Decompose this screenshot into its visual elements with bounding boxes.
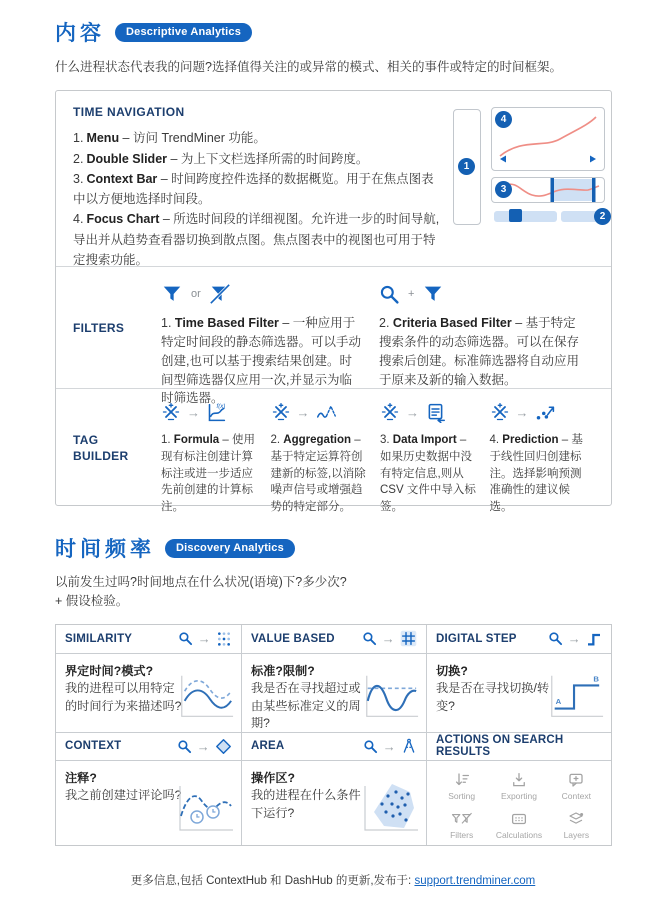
footer-text: 更多信息,包括 ContextHub 和 DashHub 的更新,发布于: [130, 875, 415, 887]
list-item [73, 169, 445, 210]
pan-right-icon [590, 156, 596, 163]
arrow-icon: → [196, 738, 210, 754]
time-navigation-heading: TIME NAVIGATION [73, 105, 185, 120]
value-based-hash-icon [400, 630, 417, 647]
item-number: 4. [73, 212, 84, 227]
item-number: 2. [270, 434, 281, 447]
layers-icon [567, 810, 585, 828]
arrow-icon: → [382, 738, 396, 754]
criteria-filter-icon [422, 283, 444, 305]
item-number: 4. [489, 434, 500, 447]
list-item [73, 209, 445, 270]
filter-icons [161, 279, 363, 309]
action-filters [433, 810, 490, 840]
action-label: Layers [563, 829, 590, 840]
aggregation-description [271, 432, 369, 515]
double-slider-illustration [491, 209, 605, 224]
sorting-icon [453, 771, 471, 789]
area-compass-icon [401, 738, 417, 754]
section2-intro [55, 573, 612, 611]
list-item [73, 149, 445, 169]
item-text: – 访问 TrendMiner 功能。 [119, 131, 266, 146]
item-text: – 基于线性回归创建标注。选择影响预测准确性的建议候选。 [489, 434, 583, 514]
exporting-icon [510, 771, 528, 789]
item-text: – 使用现有标注创建计算标注或进一步适应先前创建的计算标注。 [161, 434, 255, 514]
item-number: 2. [73, 151, 84, 166]
cell-question: 界定时间?模式? [65, 663, 154, 678]
item-term: Data Import [392, 434, 457, 447]
label-line: BUILDER [73, 449, 129, 464]
area-chart [358, 778, 420, 838]
item-term: Aggregation [283, 434, 352, 447]
section1-header [55, 17, 612, 47]
tag-builder-icon [161, 402, 181, 422]
criteria-filter-description [379, 314, 581, 389]
cell-text: 我的进程在什么条件下运行? [251, 787, 361, 820]
badge-context-bar: 3 [495, 181, 512, 198]
section1-title: 内容 [55, 22, 105, 45]
svg-text:f(x): f(x) [216, 403, 226, 410]
value-based-header [241, 625, 426, 653]
action-label: Sorting [448, 790, 476, 801]
cell-text: 我是否在寻找切换/转变? [436, 680, 550, 713]
item-term: Focus Chart [86, 212, 160, 227]
item-number: 1. [73, 131, 84, 146]
cell-question: 注释? [65, 770, 97, 785]
prediction-icon [535, 402, 556, 423]
cell-text: 我的进程可以用特定的时间行为来描述吗? [65, 680, 182, 713]
item-text: – 为上下文栏选择所需的时间跨度。 [167, 151, 369, 166]
cell-question: 切换? [436, 663, 468, 678]
item-number: 2. [379, 316, 390, 331]
filters-icon [451, 810, 473, 828]
arrow-icon: → [197, 631, 211, 647]
item-text: – 时间跨度控件选择的数据概览。用于在焦点图表中以方便地选择时间段。 [73, 171, 434, 207]
item-text: – 基于特定运算符创建新的标签,以消除噪声信号或增强趋势的特定部分。 [270, 434, 366, 514]
context-chart [173, 778, 235, 838]
aggregation-column [270, 399, 381, 514]
actions-header [426, 732, 611, 760]
header-label: ACTIONS ON SEARCH RESULTS [436, 734, 564, 759]
support-link[interactable]: support.trendminer.com [414, 875, 536, 887]
similarity-cell [56, 653, 241, 732]
filters-label: FILTERS [73, 321, 125, 336]
actions-cell [426, 760, 611, 845]
digital-step-header [426, 625, 611, 653]
descriptive-analytics-badge: Descriptive Analytics [115, 23, 252, 42]
descriptive-panel [55, 90, 612, 514]
tag-builder-icon [380, 402, 400, 422]
header-label: VALUE BASED [251, 632, 335, 645]
similarity-header [56, 625, 241, 653]
tag-builder-label [73, 399, 161, 497]
item-number: 3. [380, 434, 390, 447]
action-layers [548, 810, 605, 840]
formula-description [161, 432, 259, 515]
search-icon [362, 631, 377, 646]
action-calculations [490, 810, 547, 840]
value-based-cell [241, 653, 426, 732]
context-bubble-icon [567, 771, 585, 789]
arrow-icon: → [187, 404, 200, 420]
time-navigation-text [73, 103, 445, 267]
intro-line: 以前发生过吗?时间地点在什么状况(语境)下?多少次? [55, 575, 347, 590]
similarity-dots-icon [216, 631, 232, 647]
filter-icons [379, 279, 581, 309]
slider-track-left [494, 211, 557, 222]
item-number: 1. [161, 434, 171, 447]
slider-knob [509, 209, 522, 222]
action-exporting [490, 771, 547, 801]
item-text: – 所选时间段的详细视图。允许进一步的时间导航,导出并从趋势查看器切换到散点图。焦点图表中的视图也可用于特定搜索功能。 [73, 212, 440, 267]
item-text: – 一种应用于特定时间段的静态筛选器。可以手动创建,也可以基于搜索结果创建。时间型筛选器仅应用一次,并显示为临时筛选器。 [161, 316, 362, 406]
section1-intro: 什么进程状态代表我的问题?选择值得关注的或异常的模式、相关的事件或特定的时间框架。 [55, 60, 562, 74]
tag-builder-icon [271, 402, 291, 422]
time-filter-disabled-icon [209, 283, 231, 305]
action-label: Calculations [495, 829, 543, 840]
arrow-icon: → [296, 404, 310, 420]
pan-left-icon [500, 156, 506, 163]
context-cell [56, 760, 241, 845]
context-header [56, 732, 241, 760]
criteria-filter-column [379, 279, 597, 387]
discovery-analytics-badge: Discovery Analytics [165, 539, 295, 558]
search-icon [363, 739, 378, 754]
section2-header [55, 533, 612, 611]
prediction-description [490, 432, 588, 515]
header-label: CONTEXT [65, 740, 122, 753]
area-header [241, 732, 426, 760]
item-text: – 基于特定搜索条件的动态筛选器。可以在保存搜索后创建。标准筛选器将自动应用于原来及新的输入数据。 [379, 316, 580, 387]
item-term: Double Slider [86, 151, 168, 166]
intro-line: + 假设检验。 [55, 594, 129, 609]
action-label: Exporting [501, 790, 537, 801]
selection-handle-left [551, 178, 555, 202]
badge-menu: 1 [458, 158, 475, 175]
time-filter-description [161, 314, 363, 408]
data-import-icon [425, 402, 446, 423]
item-term: Time Based Filter [174, 316, 279, 331]
value-based-chart [360, 669, 420, 725]
aggregation-icon [316, 402, 337, 423]
search-icon [177, 739, 192, 754]
time-based-filter-column [161, 279, 379, 406]
search-types-table [55, 624, 612, 846]
item-term: Prediction [502, 434, 559, 447]
time-navigation-diagram [445, 103, 606, 241]
action-context [548, 771, 605, 801]
search-icon [178, 631, 193, 646]
footer [0, 872, 666, 888]
cell-question: 标准?限制? [251, 663, 315, 678]
time-navigation-row [56, 91, 611, 267]
tag-builder-icons [490, 399, 588, 425]
search-icon [548, 631, 563, 646]
context-diamond-icon [215, 738, 232, 755]
tag-builder-icons [161, 399, 259, 425]
arrow-icon: → [567, 631, 581, 647]
filters-row [56, 267, 611, 406]
header-label: SIMILARITY [65, 632, 133, 645]
item-text: – 如果历史数据中没有特定信息,则从 CSV 文件中导入标签。 [380, 434, 476, 514]
data-import-description [380, 432, 478, 515]
item-number: 3. [73, 171, 84, 186]
arrow-icon: → [515, 404, 529, 420]
label-line: TAG [73, 432, 99, 447]
or-text: or [191, 288, 201, 301]
section2-title: 时间频率 [55, 538, 155, 562]
item-number: 1. [161, 316, 172, 331]
header-label: AREA [251, 740, 285, 753]
action-label: Context [561, 790, 591, 801]
prediction-column [489, 399, 600, 514]
area-cell [241, 760, 426, 845]
data-import-column [380, 399, 490, 514]
digital-step-chart [545, 669, 605, 725]
list-item [73, 128, 445, 148]
formula-icon [206, 402, 227, 423]
arrow-icon: → [381, 631, 395, 647]
calculations-icon [510, 810, 528, 828]
item-term: Context Bar [86, 171, 158, 186]
badge-double-slider: 2 [594, 208, 611, 225]
item-term: Criteria Based Filter [392, 316, 512, 331]
cell-text: 我之前创建过评论吗? [65, 787, 182, 802]
tag-builder-row [56, 389, 611, 514]
cell-question: 操作区? [251, 770, 296, 785]
badge-focus-chart: 4 [495, 111, 512, 128]
tag-builder-icons [380, 399, 478, 425]
plus-text: + [408, 288, 415, 301]
time-filter-icon [161, 283, 183, 305]
step-label-a: A [555, 696, 562, 706]
header-label: DIGITAL STEP [436, 632, 517, 645]
tag-builder-icon [490, 402, 510, 422]
digital-step-icon [586, 631, 602, 647]
selection-handle-right [592, 178, 596, 202]
formula-column [161, 399, 271, 514]
arrow-icon: → [406, 404, 419, 420]
action-label: Filters [450, 829, 474, 840]
cell-text: 我是否在寻找超过或由某些标准定义的周期? [251, 680, 361, 731]
item-term: Menu [86, 131, 120, 146]
item-term: Formula [173, 434, 220, 447]
step-label-b: B [593, 674, 599, 684]
similarity-chart [175, 669, 235, 725]
action-sorting [433, 771, 490, 801]
digital-step-cell [426, 653, 611, 732]
tag-builder-icons [271, 399, 369, 425]
search-icon [379, 284, 400, 305]
